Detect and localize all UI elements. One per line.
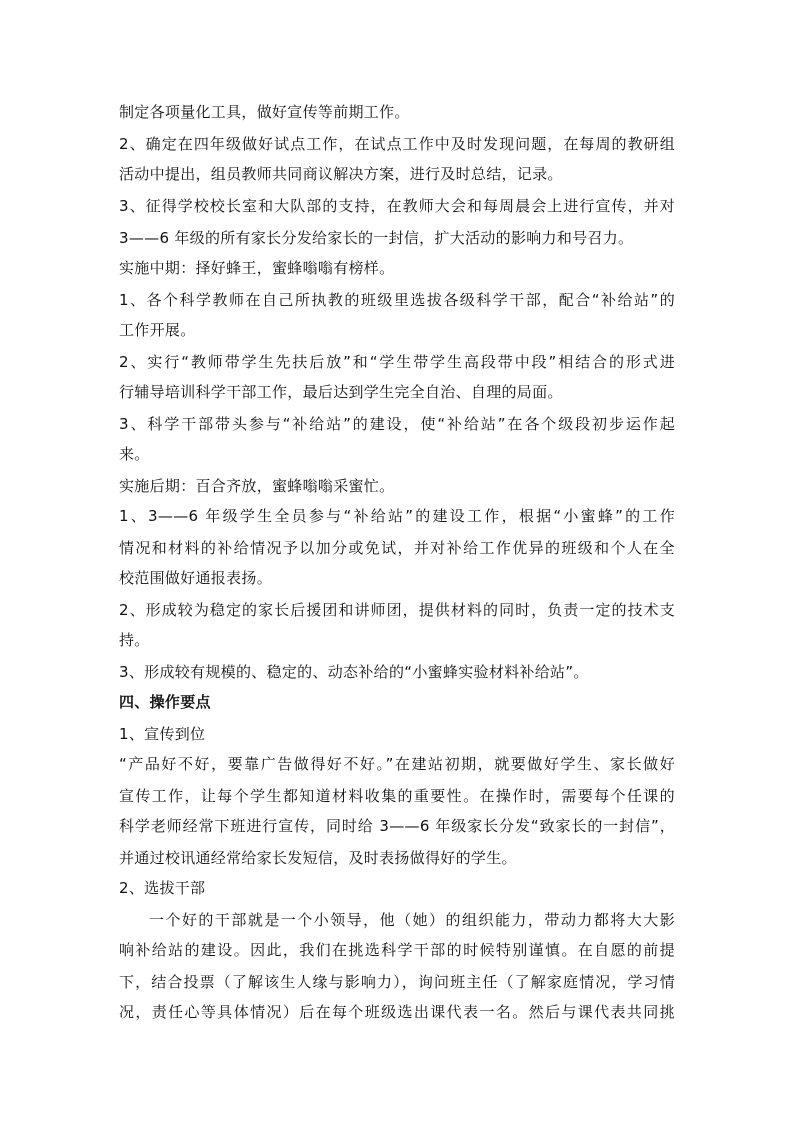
paragraph-line: 3——6 年级的所有家长分发给家长的一封信，扩大活动的影响力和号召力。 [119,229,634,247]
paragraph-line: 1、各个科学教师在自己所执教的班级里选拔各级科学干部，配合“补给站”的 [119,291,675,309]
section-subheading: 实施中期：择好蜂王，蜜蜂嗡嗡有榜样。 [119,259,395,277]
subsection-heading: 2、选拔干部 [119,879,206,897]
paragraph-line: 下，结合投票（了解该生人缘与影响力），询问班主任（了解家庭情况，学习情 [119,973,675,991]
paragraph-line: 工作开展。 [119,321,196,339]
section-heading: 四、操作要点 [119,693,211,711]
paragraph-line: 2、实行“教师带学生先扶后放”和“学生带学生高段带中段”相结合的形式进 [119,353,675,371]
paragraph-line: 况，责任心等具体情况）后在每个班级选出课代表一名。然后与课代表共同挑 [119,1003,675,1021]
paragraph-line: 情况和材料的补给情况予以加分或免试，并对补给工作优异的班级和个人在全 [119,539,675,557]
paragraph-line: 2、形成较为稳定的家长后援团和讲师团，提供材料的同时，负责一定的技术支 [119,601,675,619]
paragraph-line: 活动中提出，组员教师共同商议解决方案，进行及时总结，记录。 [119,165,563,183]
paragraph-line: 制定各项量化工具，做好宣传等前期工作。 [119,103,410,121]
subsection-heading: 1、宣传到位 [119,725,206,743]
paragraph-line: 宣传工作，让每个学生都知道材料收集的重要性。在操作时，需要每个任课的 [119,787,675,805]
paragraph-line: 校范围做好通报表扬。 [119,569,273,587]
paragraph-line: 并通过校讯通经常给家长发短信，及时表扬做得好的学生。 [119,849,517,867]
paragraph-line: “产品好不好，要靠广告做得好不好。”在建站初期，就要做好学生、家长做好 [119,755,675,773]
paragraph-line: 3、征得学校校长室和大队部的支持，在教师大会和每周晨会上进行宣传，并对 [119,197,675,215]
paragraph-line: 响补给站的建设。因此，我们在挑选科学干部的时候特别谨慎。在自愿的前提 [119,941,675,959]
paragraph-line: 3、科学干部带头参与“补给站”的建设，使“补给站”在各个级段初步运作起 [119,415,675,433]
paragraph-line: 2、确定在四年级做好试点工作，在试点工作中及时发现问题，在每周的教研组 [119,135,675,153]
paragraph-line: 行辅导培训科学干部工作，最后达到学生完全自治、自理的局面。 [119,383,563,401]
paragraph-line: 科学老师经常下班进行宣传，同时给 3——6 年级家长分发“致家长的一封信”， [119,817,675,835]
section-subheading: 实施后期：百合齐放，蜜蜂嗡嗡采蜜忙。 [119,477,395,495]
paragraph-line: 来。 [119,445,150,463]
paragraph-line: 1、3——6 年级学生全员参与“补给站”的建设工作，根据“小蜜蜂”的工作 [119,507,675,525]
paragraph-line: 3、形成较有规模的、稳定的、动态补给的“小蜜蜂实验材料补给站”。 [119,663,589,681]
paragraph-line: 持。 [119,631,150,649]
paragraph-line: 一个好的干部就是一个小领导，他（她）的组织能力，带动力都将大大影 [149,911,675,929]
